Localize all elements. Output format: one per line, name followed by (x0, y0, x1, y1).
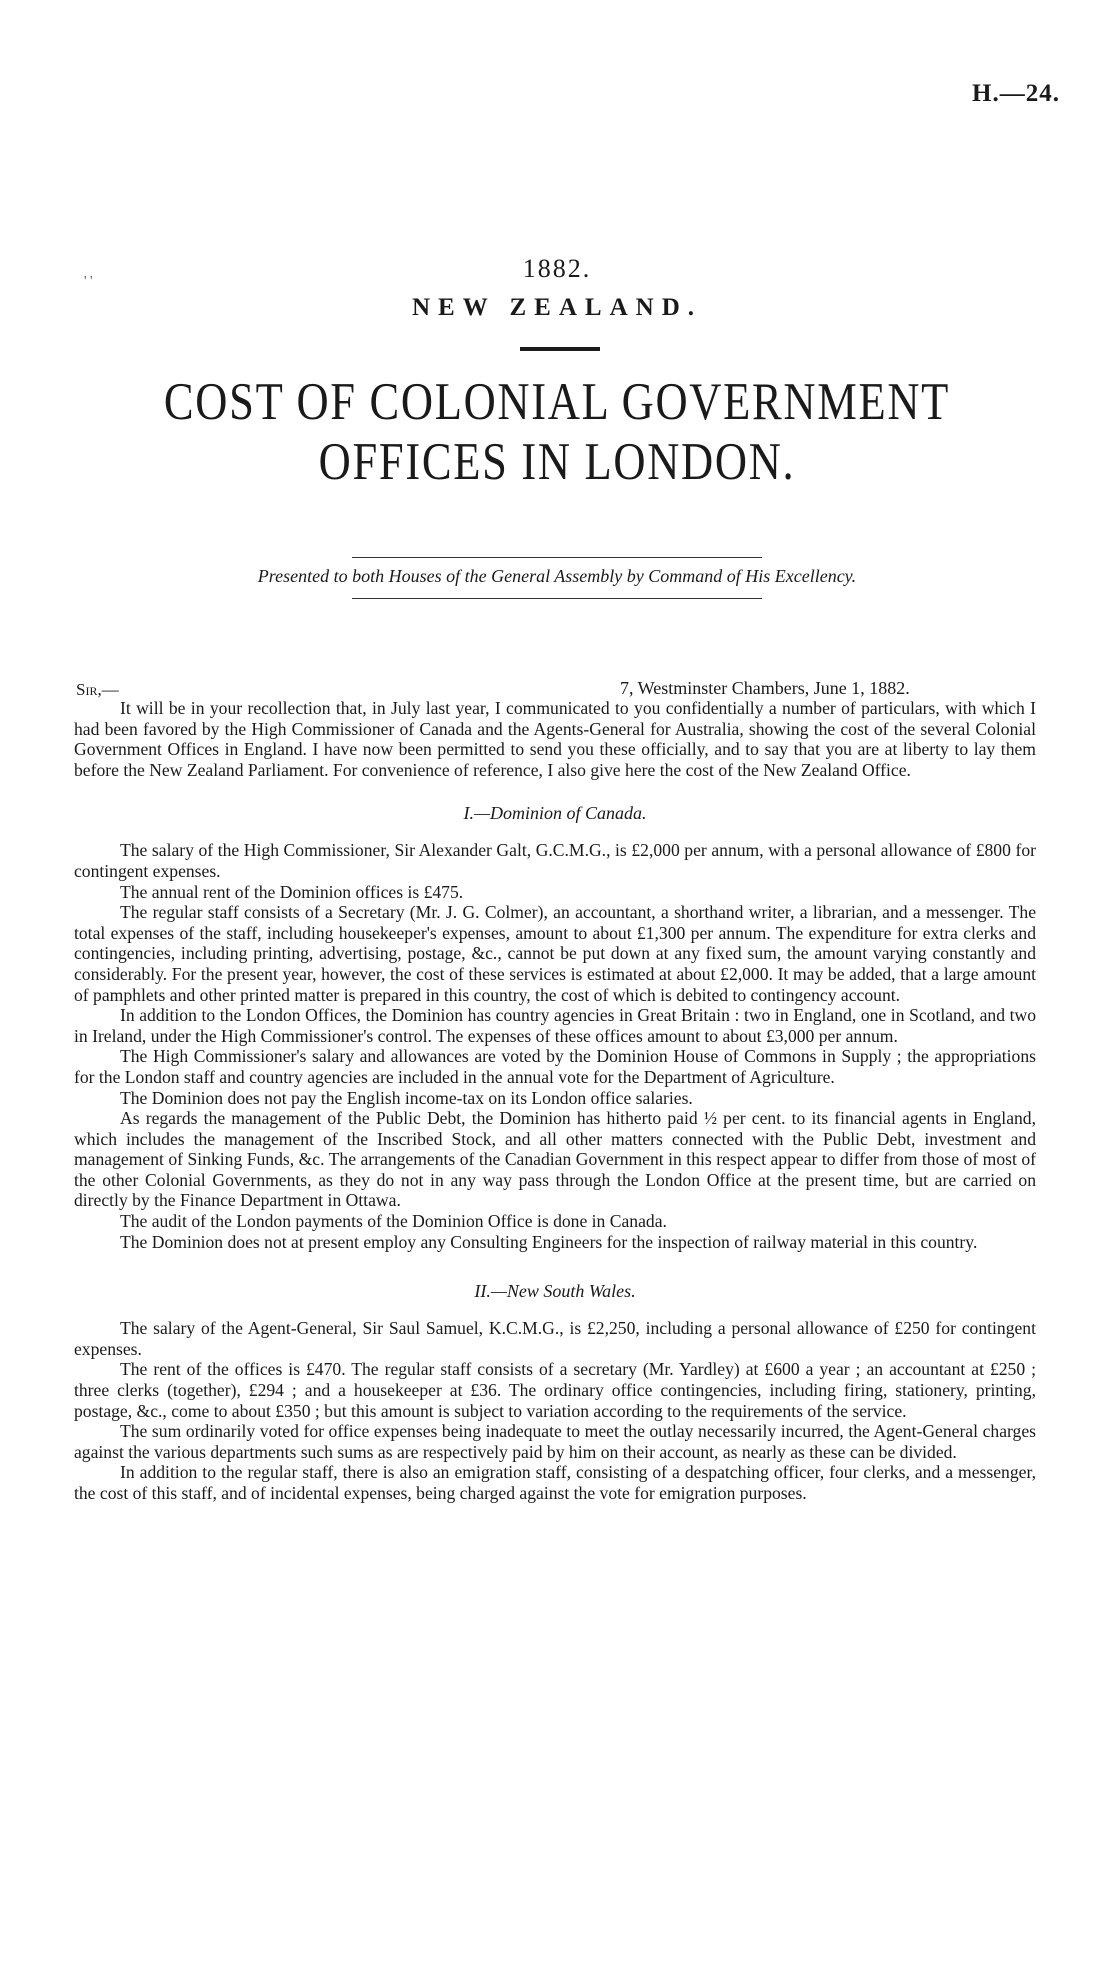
section-heading-new-south-wales: II.—New South Wales. (474, 1281, 636, 1302)
section-heading-canada: I.—Dominion of Canada. (463, 803, 647, 824)
canada-paragraph: The Dominion does not at present employ any Consulting Engineers for the inspection of railway material in this country. (120, 1231, 978, 1252)
nsw-paragraph: The sum ordinarily voted for office expenses being inadequate to meet the outlay necessarily incurred, the Agent-General charges against the various departments such sums as are respectively paid by him on their account, as nearly as these can be divided. (74, 1421, 1036, 1462)
canada-paragraph: The Dominion does not pay the English income-tax on its London office salaries. (120, 1087, 693, 1108)
heading-divider (520, 347, 600, 351)
nsw-paragraph: The salary of the Agent-General, Sir Saul Samuel, K.C.M.G., is £2,250, including a personal allowance of £250 for contingent expenses. (74, 1318, 1036, 1359)
canada-paragraph: The High Commissioner's salary and allowances are voted by the Dominion House of Commons in Supply ; the appropriations for the London staff and country agencies are included in the annual vote for the Department of Agriculture. (74, 1046, 1036, 1087)
document-year: 1882. (522, 254, 592, 283)
presented-top-rule (352, 557, 762, 558)
salutation: Sir,— (76, 680, 119, 699)
margin-mark: ' ' (84, 274, 93, 289)
nsw-paragraph: In addition to the regular staff, there is also an emigration staff, consisting of a despatching officer, four clerks, and a messenger, the cost of this staff, and of incidental expenses, being charged against the vote for emigration purposes. (74, 1462, 1036, 1503)
canada-paragraph: In addition to the London Offices, the Dominion has country agencies in Great Britain : two in England, one in Scotland, and two in Ireland, under the High Commissioner's control. The expenses of these offices amount to about £3,000 per annum. (74, 1005, 1036, 1046)
presented-bottom-rule (352, 598, 762, 599)
presented-line: Presented to both Houses of the General Assembly by Command of His Excellency. (257, 566, 857, 586)
country-heading: NEW ZEALAND. (411, 294, 703, 321)
document-title: COST OF COLONIAL GOVERNMENT OFFICES IN LONDON. (163, 373, 951, 491)
canada-paragraph: As regards the management of the Public Debt, the Dominion has hitherto paid ½ per cent. to its financial agents in England, which includes the management of the Inscribed Stock, and all other matters connected with the Public Debt, investment and management of Sinking Funds, &c. The arrangements of the Canadian Government in this respect appear to differ from those of most of the other Colonial Governments, as they do not in any way pass through the London Office at the present time, but are carried on directly by the Finance Department in Ottawa. (74, 1108, 1036, 1211)
nsw-paragraph: The rent of the offices is £470. The regular staff consists of a secretary (Mr. Yardley) at £600 a year ; an accountant at £250 ; three clerks (together), £294 ; and a housekeeper at £36. The ordinary office contingencies, including firing, stationery, printing, postage, &c., come to about £350 ; but this amount is subject to variation according to the requirements of the service. (74, 1359, 1036, 1421)
canada-paragraph: The salary of the High Commissioner, Sir Alexander Galt, G.C.M.G., is £2,000 per annum, with a personal allowance of £800 for contingent expenses. (74, 840, 1036, 881)
intro-paragraph: It will be in your recollection that, in July last year, I communicated to you confidentially a number of particulars, with which I had been favored by the High Commissioner of Canada and the Agents-General for Australia, showing the cost of the several Colonial Government Offices in England. I have now been permitted to send you these officially, and to say that you are at liberty to lay them before the New Zealand Parliament. For convenience of reference, I also give here the cost of the New Zealand Office. (74, 698, 1036, 780)
letter-body (74, 698, 1036, 1504)
canada-paragraph: The regular staff consists of a Secretary (Mr. J. G. Colmer), an accountant, a shorthand writer, a librarian, and a messenger. The total expenses of the staff, including housekeeper's expenses, amount to about £1,300 per annum. The expenditure for extra clerks and contingencies, including printing, advertising, postage, &c., cannot be put down at any fixed sum, the amount varying constantly and considerably. For the present year, however, the cost of these services is estimated at about £2,000. It may be added, that a large amount of pamphlets and other printed matter is prepared in this country, the cost of which is debited to contingency account. (74, 902, 1036, 1005)
canada-paragraph: The audit of the London payments of the Dominion Office is done in Canada. (120, 1211, 667, 1232)
canada-paragraph: The annual rent of the Dominion offices is £475. (120, 881, 464, 902)
letter-address-date: 7, Westminster Chambers, June 1, 1882. (620, 678, 910, 698)
page-identifier: H.—24. (972, 80, 1060, 107)
